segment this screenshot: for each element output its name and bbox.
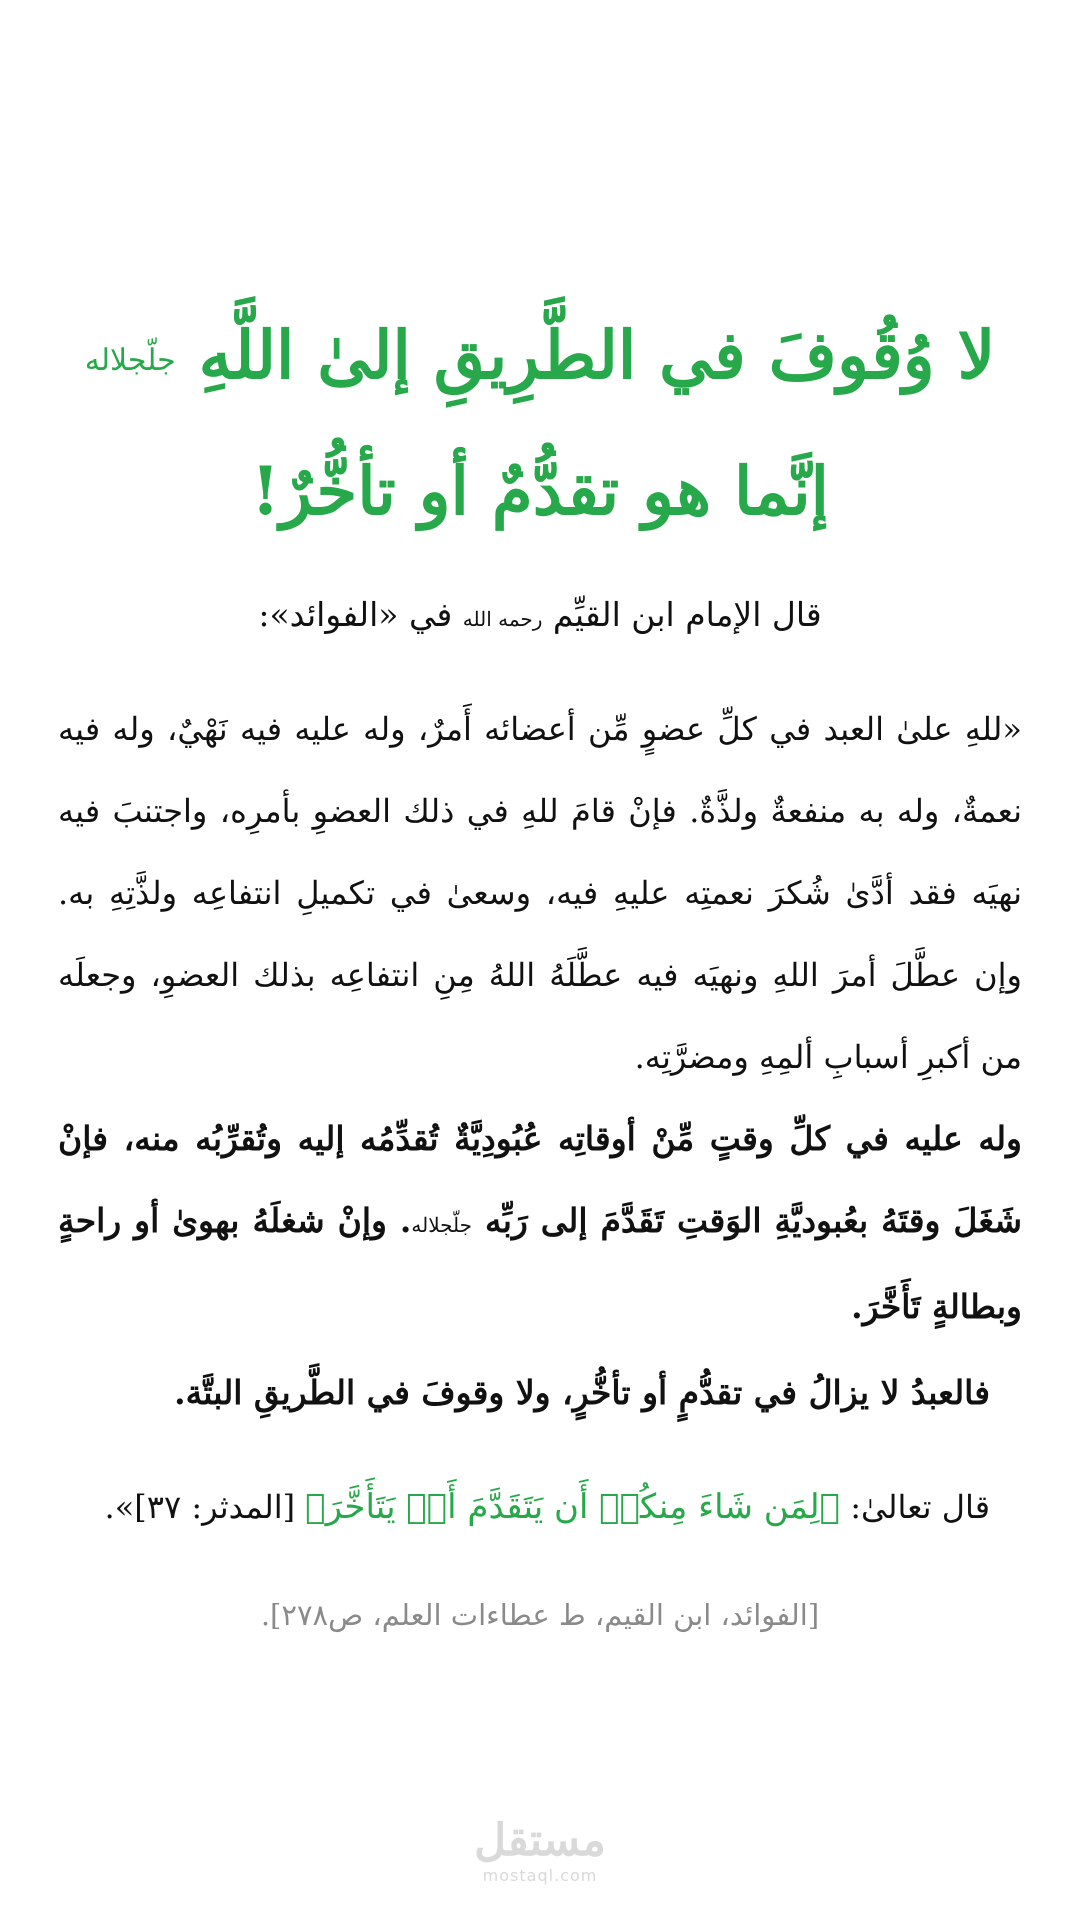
verse-reference: [المدثر: ٣٧]». xyxy=(104,1488,296,1526)
verse-lead: قال تعالىٰ: xyxy=(850,1488,990,1526)
verse-line xyxy=(58,1472,990,1542)
conclusion-paragraph: فالعبدُ لا يزالُ في تقدُّمٍ أو تأخُّرٍ، ولا وقوفَ في الطَّريقِ البتَّة. xyxy=(174,1373,990,1412)
logo-mark: مستقل xyxy=(474,1815,606,1866)
second-paragraph-part-2: . وإنْ شغلَهُ بهوىٰ أو راحةٍ وبطالةٍ تَأَخَّرَ. xyxy=(58,1201,1022,1326)
title-line-1 xyxy=(60,290,1020,426)
quote-paragraph: «للهِ علىٰ العبد في كلِّ عضوٍ مِّن أعضائه أَمرٌ، وله عليه فيه نَهْيٌ، وله فيه نعمةٌ، وله به منفعةٌ ولذَّةٌ. فإنْ قامَ للهِ في ذلك العضوِ بأمرِه، واجتنبَ فيه نهيَه فقد أدَّىٰ شُكرَ نعمتِه عليهِ فيه، وسعىٰ في تكميلِ انتفاعِه ولذَّتِهِ به. وإن عطَّلَ أمرَ اللهِ ونهيَه فيه عطَّلَهُ اللهُ مِنِ انتفاعِه بذلك العضوِ، وجعلَه من أكبرِ أسبابِ ألمِهِ ومضرَّتِه. xyxy=(58,710,1022,1076)
intro-part-2: في «الفوائد»: xyxy=(258,595,453,634)
title-line-2: إنَّما هو تقدُّمٌ أو تأخُّرٌ! xyxy=(251,452,829,530)
second-paragraph xyxy=(58,1098,1022,1348)
title-honorific: جلّجلاله xyxy=(84,343,176,378)
title-line-1-main: لا وُقُوفَ في الطَّرِيقِ إلىٰ اللَّهِ xyxy=(198,316,996,394)
watermark-logo xyxy=(0,1816,1080,1886)
logo-site: mostaql.com xyxy=(482,1866,598,1885)
source-citation: [الفوائد، ابن القيم، ط عطاءات العلم، ص٢٧٨]. xyxy=(260,1598,820,1632)
quran-verse: ﴿لِمَن شَاءَ مِنكُمۡ أَن يَتَقَدَّمَ أَوۡ يَتَأَخَّرَ﴾ xyxy=(305,1487,841,1527)
page-title xyxy=(60,290,1020,556)
intro-part-1: قال الإمام ابن القيِّم xyxy=(552,595,822,634)
intro-honorific: رحمه الله xyxy=(462,607,543,631)
second-paragraph-honorific: جلّجلاله xyxy=(411,1213,473,1237)
intro-line xyxy=(60,585,1020,649)
second-paragraph-part-1: وله عليه في كلِّ وقتٍ مِّنْ أوقاتِه عُبُودِيَّةٌ تُقدِّمُه إليه وتُقرِّبُه منه، فإنْ شَغَلَ وقتَهُ بعُبوديَّةِ الوَقتِ تَقَدَّمَ إلى رَبِّه xyxy=(58,1119,1022,1240)
